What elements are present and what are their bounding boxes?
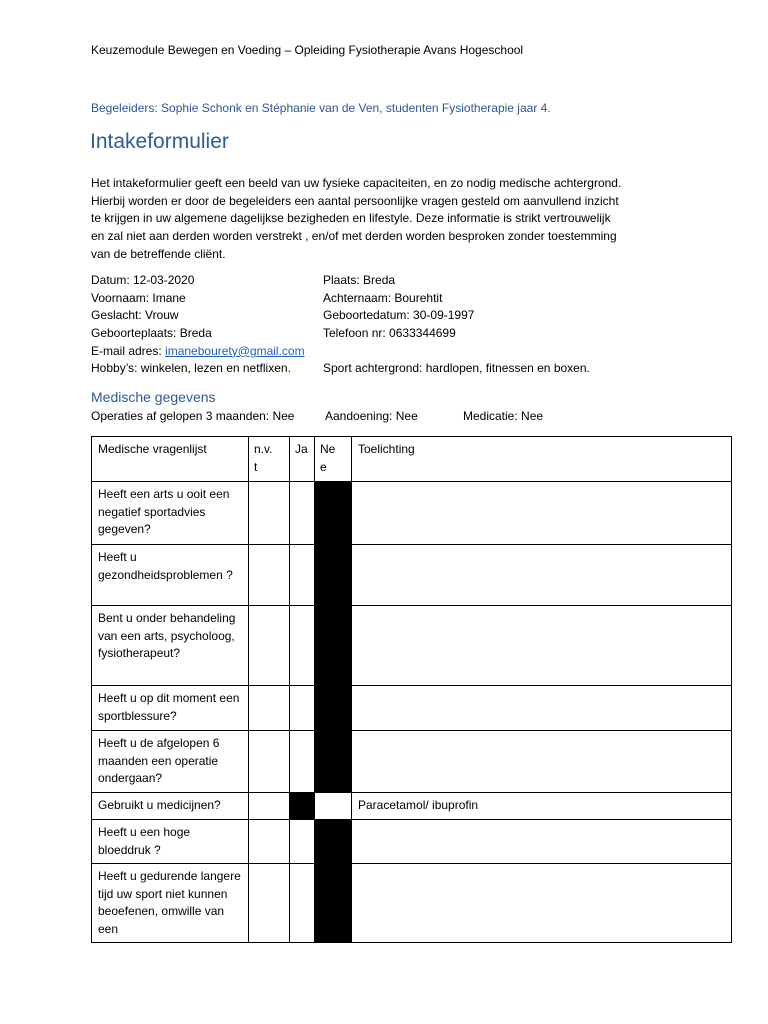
header-question: Medische vragenlijst bbox=[92, 437, 249, 482]
document-title: Intakeformulier bbox=[90, 130, 229, 153]
info-row bbox=[91, 290, 443, 308]
table-row bbox=[92, 482, 732, 545]
medicatie-field: Medicatie: Nee bbox=[463, 409, 544, 423]
nee-cell-marked bbox=[315, 820, 352, 864]
email-link[interactable]: imanebourety@gmail.com bbox=[165, 343, 305, 358]
ja-cell bbox=[290, 731, 315, 793]
nee-cell-marked bbox=[315, 686, 352, 731]
info-row bbox=[91, 272, 396, 290]
email-label: E-mail adres: bbox=[91, 343, 166, 358]
nee-cell-marked bbox=[315, 606, 352, 686]
header-nee-line1: Ne bbox=[320, 442, 336, 456]
intro-line: van de betreffende cliënt. bbox=[91, 246, 226, 261]
info-row bbox=[91, 307, 475, 325]
nvt-cell bbox=[249, 686, 290, 731]
datum-field: Datum: 12-03-2020 bbox=[91, 273, 195, 287]
nee-cell-marked bbox=[315, 731, 352, 793]
header-nee-line2: e bbox=[320, 459, 327, 474]
hobbys-field: Hobby’s: winkelen, lezen en netflixen. bbox=[91, 361, 291, 376]
intro-line: Hierbij worden er door de begeleiders een aantal persoonlijke vragen gesteld om aanvullend inzicht bbox=[91, 193, 619, 208]
ja-cell bbox=[290, 686, 315, 731]
header-nvt-line2: t bbox=[254, 459, 258, 474]
nvt-cell bbox=[249, 864, 290, 943]
question-cell: Bent u onder behandeling van een arts, psycholoog, fysiotherapeut? bbox=[92, 606, 249, 686]
nvt-cell bbox=[249, 545, 290, 606]
toelichting-cell bbox=[352, 731, 732, 793]
header-nee bbox=[315, 437, 352, 482]
geboortedatum-field: Geboortedatum: 30-09-1997 bbox=[323, 308, 475, 323]
question-cell: Heeft u gezondheidsproblemen ? bbox=[92, 545, 249, 606]
question-cell: Heeft u gedurende langere tijd uw sport niet kunnen beoefenen, omwille van een bbox=[92, 864, 249, 943]
info-row bbox=[91, 343, 305, 361]
toelichting-cell bbox=[352, 864, 732, 943]
ja-cell bbox=[290, 482, 315, 545]
nee-cell-marked bbox=[315, 545, 352, 606]
nvt-cell bbox=[249, 606, 290, 686]
sport-field: Sport achtergrond: hardlopen, fitnessen en boxen. bbox=[323, 361, 590, 376]
header-toelichting: Toelichting bbox=[352, 437, 732, 482]
intro-line: te krijgen in uw algemene dagelijkse bezigheden en lifestyle. Deze informatie is strikt vertrouwelijk bbox=[91, 211, 611, 226]
plaats-field: Plaats: Breda bbox=[323, 273, 396, 287]
toelichting-cell bbox=[352, 482, 732, 545]
nee-cell-marked bbox=[315, 482, 352, 545]
toelichting-cell bbox=[352, 686, 732, 731]
table-header-row bbox=[92, 437, 732, 482]
table-row bbox=[92, 864, 732, 943]
ja-cell bbox=[290, 820, 315, 864]
geboorteplaats-field: Geboorteplaats: Breda bbox=[91, 326, 212, 341]
intro-paragraph bbox=[91, 175, 691, 264]
medical-summary bbox=[91, 409, 611, 426]
personal-info bbox=[91, 272, 590, 378]
voornaam-field: Voornaam: Imane bbox=[91, 290, 186, 305]
question-cell: Heeft u de afgelopen 6 maanden een operatie ondergaan? bbox=[92, 731, 249, 793]
table-row bbox=[92, 545, 732, 606]
nvt-cell bbox=[249, 820, 290, 864]
nee-cell bbox=[315, 793, 352, 820]
toelichting-cell bbox=[352, 820, 732, 864]
supervisors-line: Begeleiders: Sophie Schonk en Stéphanie van de Ven, studenten Fysiotherapie jaar 4. bbox=[91, 101, 551, 115]
ja-cell-marked bbox=[290, 793, 315, 820]
table-row bbox=[92, 686, 732, 731]
question-cell: Heeft een arts u ooit een negatief sportadvies gegeven? bbox=[92, 482, 249, 545]
question-cell: Gebruikt u medicijnen? bbox=[92, 793, 249, 820]
nvt-cell bbox=[249, 482, 290, 545]
table-row bbox=[92, 820, 732, 864]
section-heading-medical: Medische gegevens bbox=[91, 389, 216, 405]
ja-cell bbox=[290, 545, 315, 606]
toelichting-cell: Paracetamol/ ibuprofin bbox=[352, 793, 732, 820]
operaties-field: Operaties af gelopen 3 maanden: Nee bbox=[91, 409, 295, 423]
achternaam-field: Achternaam: Bourehtit bbox=[323, 290, 443, 305]
page-header: Keuzemodule Bewegen en Voeding – Opleiding Fysiotherapie Avans Hogeschool bbox=[91, 43, 524, 57]
nvt-cell bbox=[249, 731, 290, 793]
toelichting-cell bbox=[352, 545, 732, 606]
geslacht-field: Geslacht: Vrouw bbox=[91, 308, 179, 323]
header-ja: Ja bbox=[290, 437, 315, 482]
nee-cell-marked bbox=[315, 864, 352, 943]
intro-line: en zal niet aan derden worden verstrekt , en/of met derden worden besproken zonder toestemming bbox=[91, 229, 617, 244]
medical-questionnaire-table bbox=[91, 436, 732, 943]
info-row bbox=[91, 360, 590, 378]
toelichting-cell bbox=[352, 606, 732, 686]
ja-cell bbox=[290, 864, 315, 943]
question-cell: Heeft u op dit moment een sportblessure? bbox=[92, 686, 249, 731]
table-row bbox=[92, 793, 732, 820]
telefoon-field: Telefoon nr: 0633344699 bbox=[323, 326, 456, 341]
question-cell: Heeft u een hoge bloeddruk ? bbox=[92, 820, 249, 864]
intro-line: Het intakeformulier geeft een beeld van uw fysieke capaciteiten, en zo nodig medische achtergrond. bbox=[91, 176, 622, 190]
header-nvt-line1: n.v. bbox=[254, 442, 273, 456]
ja-cell bbox=[290, 606, 315, 686]
nvt-cell bbox=[249, 793, 290, 820]
table-row bbox=[92, 606, 732, 686]
header-nvt bbox=[249, 437, 290, 482]
table-row bbox=[92, 731, 732, 793]
info-row bbox=[91, 325, 456, 343]
aandoening-field: Aandoening: Nee bbox=[325, 409, 418, 423]
